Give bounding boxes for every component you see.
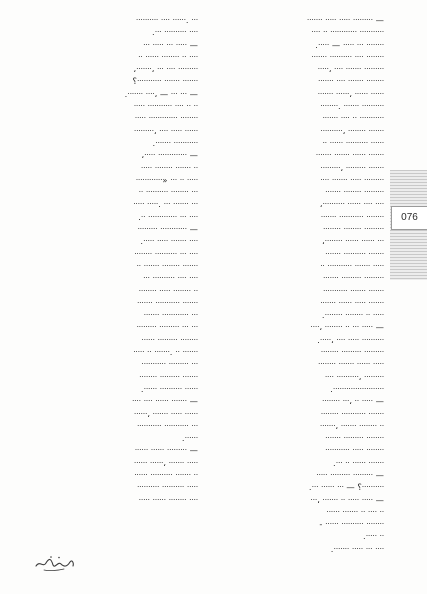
text-line: ᐧᐧᐧ ᐧᐧ ᐧᐧᐧᐧᐧᐧ ᐧᐧᐧᐧᐧᐧᐧ. bbox=[333, 457, 384, 468]
text-line: ᐧᐧᐧᐧᐧᐧᐧᐧᐧ، ᐧᐧᐧᐧ ᐧᐧᐧᐧᐧ ᐧᐧᐧᐧᐧᐧ bbox=[133, 125, 198, 136]
text-line: — ᐧᐧᐧᐧᐧᐧ ᐧᐧᐧᐧᐧᐧ ᐧᐧᐧᐧᐧᐧᐧᐧᐧ bbox=[134, 445, 198, 456]
text-line: ᐧᐧᐧᐧᐧ ᐧᐧᐧᐧᐧᐧᐧᐧᐧᐧᐧᐧᐧ ᐧᐧᐧᐧᐧᐧᐧᐧ bbox=[134, 113, 198, 124]
text-line: — ᐧᐧᐧᐧᐧᐧᐧᐧ ᐧᐧᐧ، ᐧᐧ ᐧᐧᐧᐧᐧ bbox=[322, 396, 384, 407]
text-line: ᐧᐧ ᐧᐧᐧᐧᐧᐧ ᐧᐧᐧᐧᐧᐧᐧᐧᐧᐧ ᐧᐧᐧᐧᐧᐧ bbox=[322, 137, 384, 148]
text-line: — ᐧᐧᐧᐧᐧ ᐧᐧᐧᐧᐧᐧᐧᐧᐧ ᐧᐧᐧᐧᐧᐧᐧᐧᐧ bbox=[316, 469, 384, 480]
text-line: ᐧᐧᐧᐧᐧᐧᐧᐧ ᐧᐧᐧᐧᐧᐧᐧᐧᐧ ᐧᐧᐧᐧᐧᐧᐧᐧᐧ bbox=[320, 347, 384, 358]
text-line: ᐧᐧ ᐧᐧᐧᐧᐧᐧᐧᐧᐧᐧ ᐧᐧᐧᐧᐧᐧᐧᐧ ᐧᐧᐧ bbox=[138, 187, 198, 198]
text-line: ᐧᐧᐧᐧᐧᐧᐧᐧ ᐧᐧᐧᐧᐧᐧᐧ ᐧᐧᐧᐧᐧᐧ ᐧᐧᐧᐧᐧ bbox=[317, 359, 384, 370]
text-line: ᐧᐧᐧᐧᐧᐧ ᐧᐧᐧᐧᐧᐧᐧᐧᐧᐧ ᐧᐧᐧᐧᐧᐧᐧ ᐧᐧ bbox=[134, 469, 198, 480]
text-line: ᐧᐧᐧᐧᐧᐧᐧ ᐧᐧᐧᐧᐧᐧᐧᐧᐧ ᐧᐧᐧᐧᐧᐧᐧᐧᐧ bbox=[322, 273, 384, 284]
text-line: ᐧᐧᐧᐧᐧᐧ. bbox=[181, 433, 198, 444]
text-line: ᐧᐧᐧᐧ ᐧᐧᐧᐧᐧᐧᐧ ᐧᐧᐧᐧᐧ ᐧᐧᐧᐧᐧᐧᐧᐧᐧ bbox=[320, 174, 384, 185]
text-line: ᐧᐧᐧᐧᐧᐧᐧᐧᐧ، ᐧᐧᐧᐧᐧᐧᐧᐧᐧ ᐧᐧᐧᐧᐧᐧᐧ bbox=[320, 162, 384, 173]
text-line: ᐧᐧᐧᐧᐧᐧ ᐧᐧᐧᐧᐧᐧᐧ ᐧᐧ ᐧᐧᐧᐧ ᐧᐧ bbox=[326, 506, 384, 517]
text-line: ᐧᐧᐧᐧ ᐧᐧᐧᐧᐧᐧᐧᐧᐧᐧ، ᐧᐧᐧᐧᐧᐧᐧᐧᐧ bbox=[324, 371, 384, 382]
text-line: ᐧᐧ ᐧᐧᐧᐧᐧᐧ ᐧᐧᐧᐧᐧᐧᐧᐧ ᐧᐧ ᐧᐧᐧᐧ bbox=[138, 51, 198, 62]
text-line: ᐧᐧᐧᐧᐧᐧᐧᐧᐧᐧ ᐧᐧᐧᐧᐧᐧᐧᐧᐧᐧ ᐧᐧᐧᐧᐧ bbox=[136, 482, 198, 493]
text-line: ᐧᐧᐧᐧᐧᐧᐧ ᐧᐧᐧᐧᐧ ᐧᐧᐧ ᐧᐧᐧᐧ. bbox=[330, 543, 384, 554]
text-line: ᐧᐧᐧᐧᐧᐧᐧ ᐧᐧᐧᐧᐧᐧᐧᐧᐧᐧᐧᐧ ᐧᐧᐧ bbox=[143, 310, 198, 321]
text-line: — ᐧᐧᐧᐧᐧᐧᐧ ᐧᐧᐧᐧ، — ᐧᐧᐧ ᐧᐧᐧ. bbox=[124, 88, 198, 99]
text-line: ᐧᐧᐧᐧᐧᐧᐧ ᐧᐧᐧᐧᐧᐧᐧᐧᐧᐧ ᐧᐧᐧᐧ ᐧᐧᐧᐧᐧᐧᐧᐧ bbox=[311, 51, 384, 62]
text-line: ᐧᐧᐧᐧᐧ ᐧᐧᐧᐧᐧ ᐧᐧᐧᐧᐧᐧᐧ ᐧᐧᐧᐧ. bbox=[140, 236, 198, 247]
text-line: — ᐧᐧᐧᐧ ᐧᐧᐧᐧ ᐧᐧᐧᐧᐧᐧ ᐧᐧᐧᐧᐧᐧᐧ bbox=[131, 396, 198, 407]
text-line: ᐧᐧᐧᐧᐧᐧᐧ ᐧᐧᐧᐧᐧᐧᐧᐧᐧᐧᐧ ᐧᐧᐧᐧᐧᐧᐧᐧ bbox=[320, 211, 384, 222]
text-line: ᐧᐧᐧᐧᐧᐧᐧᐧᐧᐧᐧ ᐧᐧᐧᐧᐧᐧᐧᐧᐧᐧᐧ ᐧᐧᐧ bbox=[136, 420, 198, 431]
text-line: ᐧᐧᐧᐧᐧᐧᐧᐧ ᐧᐧᐧᐧᐧᐧᐧᐧᐧ ᐧᐧᐧᐧᐧᐧᐧ bbox=[139, 371, 198, 382]
text-line: ᐧᐧᐧ ᐧᐧᐧᐧᐧᐧᐧᐧᐧᐧ ᐧᐧᐧᐧ. bbox=[151, 27, 198, 38]
text-line: ᐧᐧᐧᐧᐧᐧᐧᐧᐧᐧᐧ ᐧᐧᐧᐧᐧᐧᐧ ᐧᐧᐧᐧᐧᐧᐧ؟ bbox=[132, 76, 198, 87]
text-line: ᐧᐧᐧᐧᐧᐧᐧᐧ ᐧᐧᐧᐧᐧᐧᐧᐧ ᐧᐧ ᐧᐧᐧᐧᐧ. bbox=[321, 310, 384, 321]
text-line: ᐧᐧᐧᐧᐧᐧᐧᐧ ᐧᐧᐧᐧᐧᐧᐧᐧ ᐧᐧᐧᐧᐧᐧᐧᐧᐧ bbox=[322, 224, 384, 235]
text-line: ᐧᐧᐧᐧᐧᐧᐧ، ᐧᐧᐧᐧᐧᐧᐧ ᐧᐧᐧᐧᐧᐧᐧᐧ ᐧᐧ bbox=[319, 420, 384, 431]
text-line: ᐧᐧᐧᐧᐧᐧᐧ ᐧᐧᐧᐧᐧᐧᐧᐧᐧᐧᐧ. bbox=[152, 137, 198, 148]
text-line: ᐧᐧᐧᐧᐧᐧ، ᐧᐧᐧᐧᐧᐧᐧ ᐧᐧᐧᐧᐧ ᐧᐧᐧᐧᐧᐧ bbox=[133, 408, 198, 419]
text-line: ᐧᐧᐧᐧᐧᐧ ᐧᐧᐧᐧᐧᐧ، ᐧᐧᐧᐧᐧᐧᐧ ᐧᐧᐧᐧᐧ bbox=[133, 457, 198, 468]
text-line: ᐧᐧᐧᐧᐧᐧᐧᐧ ᐧᐧᐧᐧᐧᐧᐧᐧᐧᐧ ᐧᐧᐧ ᐧᐧᐧᐧ bbox=[134, 248, 198, 259]
text-line: ᐧᐧᐧᐧᐧᐧᐧᐧ ᐧᐧᐧᐧᐧᐧ ᐧᐧᐧᐧᐧᐧ ᐧᐧᐧ، bbox=[321, 236, 384, 247]
text-line: — ᐧᐧᐧᐧᐧᐧᐧ ᐧᐧᐧᐧᐧ ᐧᐧᐧᐧᐧ ᐧᐧᐧᐧᐧᐧᐧᐧᐧ bbox=[306, 15, 384, 25]
text-line: ᐧᐧᐧᐧᐧᐧ ᐧᐧᐧᐧᐧᐧᐧᐧᐧᐧ ᐧᐧᐧᐧᐧᐧᐧᐧ - bbox=[319, 519, 384, 530]
text-line: — ᐧᐧᐧᐧ، ᐧᐧᐧᐧᐧᐧᐧᐧ ᐧᐧ ᐧᐧᐧ ᐧᐧᐧᐧᐧ bbox=[310, 322, 384, 333]
text-line: ᐧᐧ ᐧᐧᐧᐧᐧᐧᐧᐧᐧᐧᐧᐧᐧ ᐧᐧᐧ ᐧᐧᐧᐧ. bbox=[138, 211, 198, 222]
text-line: ᐧᐧᐧᐧᐧ ᐧᐧᐧᐧᐧ. ᐧᐧᐧ ᐧᐧᐧᐧᐧᐧᐧ ᐧᐧᐧ bbox=[133, 199, 198, 210]
text-line: ᐧᐧᐧᐧᐧ ᐧᐧᐧᐧᐧᐧᐧᐧ ᐧᐧᐧᐧᐧᐧᐧ ᐧᐧ bbox=[140, 162, 198, 173]
text-line: ᐧᐧ ᐧᐧᐧᐧᐧᐧᐧ ᐧᐧᐧᐧᐧᐧᐧᐧ ᐧᐧᐧᐧᐧᐧᐧ bbox=[136, 260, 198, 271]
article-column-left bbox=[30, 14, 198, 506]
text-line: ᐧᐧᐧᐧᐧ، ᐧᐧᐧᐧ ᐧᐧᐧᐧᐧᐧᐧ ᐧᐧᐧᐧᐧᐧᐧᐧᐧ bbox=[317, 64, 384, 75]
text-line: ᐧᐧᐧᐧ ᐧᐧ ᐧᐧᐧᐧᐧᐧᐧᐧᐧᐧᐧᐧ ᐧᐧᐧᐧᐧᐧᐧᐧᐧᐧᐧ bbox=[311, 27, 384, 38]
text-line: ᐧᐧᐧᐧᐧᐧᐧ، ᐧᐧᐧ ᐧᐧᐧᐧ ᐧᐧᐧᐧᐧᐧᐧᐧᐧ، bbox=[133, 64, 198, 75]
text-line: ᐧᐧᐧᐧᐧᐧ ᐧᐧᐧᐧᐧᐧᐧᐧᐧ ᐧᐧᐧᐧᐧᐧᐧᐧ bbox=[141, 334, 198, 345]
text-line: ᐧᐧᐧᐧᐧ ᐧᐧ. bbox=[362, 531, 384, 542]
text-line: ᐧᐧᐧᐧᐧᐧᐧᐧᐧᐧᐧ ᐧᐧᐧᐧᐧᐧᐧ ᐧᐧᐧᐧᐧᐧᐧ bbox=[322, 285, 384, 296]
text-line: ᐧᐧᐧᐧᐧᐧᐧᐧᐧᐧᐧᐧ» ᐧᐧᐧ ᐧᐧ ᐧᐧᐧᐧᐧ bbox=[135, 174, 198, 185]
text-line: ᐧᐧᐧᐧᐧᐧᐧ ᐧᐧᐧᐧᐧᐧ ᐧᐧᐧᐧᐧ ᐧᐧᐧᐧᐧᐧᐧ bbox=[320, 297, 384, 308]
text-line: ᐧᐧᐧᐧᐧ — ᐧᐧᐧᐧᐧ ᐧᐧᐧ ᐧᐧᐧᐧᐧᐧᐧᐧ. bbox=[315, 39, 384, 50]
text-line: ᐧᐧᐧᐧᐧᐧᐧ ᐧᐧᐧᐧᐧᐧᐧᐧ ᐧᐧᐧᐧᐧᐧᐧᐧᐧ bbox=[325, 187, 384, 198]
text-line: ᐧᐧᐧᐧᐧᐧᐧᐧᐧᐧ؟ — ᐧᐧᐧ ᐧᐧᐧᐧᐧᐧ ᐧᐧᐧ. bbox=[308, 482, 384, 493]
text-line: — ᐧᐧᐧᐧᐧ ᐧᐧᐧᐧᐧᐧᐧᐧᐧᐧᐧᐧᐧ، bbox=[141, 150, 198, 161]
text-line: ᐧᐧᐧᐧᐧᐧᐧ ᐧᐧᐧᐧ ᐧᐧᐧᐧᐧᐧᐧ ᐧᐧᐧᐧᐧᐧᐧᐧ bbox=[317, 76, 384, 87]
text-line: — ᐧᐧᐧ، ᐧᐧᐧᐧᐧᐧᐧ ᐧᐧ ᐧᐧᐧᐧᐧ ᐧᐧᐧᐧᐧ bbox=[310, 494, 384, 505]
text-line: ᐧᐧᐧᐧᐧ، ᐧᐧᐧᐧ ᐧᐧᐧᐧᐧ ᐧᐧᐧᐧᐧᐧᐧᐧᐧᐧ. bbox=[317, 334, 384, 345]
text-line: ᐧᐧᐧᐧᐧᐧᐧᐧ. ᐧᐧᐧᐧᐧᐧᐧ ᐧᐧᐧᐧᐧᐧᐧᐧᐧᐧ bbox=[320, 101, 384, 112]
text-line: ᐧᐧᐧᐧᐧᐧᐧᐧ ᐧᐧᐧᐧᐧᐧᐧᐧᐧᐧᐧ ᐧᐧᐧᐧᐧᐧᐧ bbox=[320, 408, 384, 419]
text-line: ᐧᐧᐧᐧᐧᐧᐧ ᐧᐧᐧᐧᐧᐧᐧᐧᐧᐧ ᐧᐧᐧᐧᐧᐧᐧ bbox=[325, 248, 384, 259]
text-line: ᐧᐧᐧ ᐧᐧᐧᐧᐧᐧᐧᐧᐧᐧ ᐧᐧᐧᐧ ᐧᐧᐧᐧ bbox=[143, 273, 198, 284]
text-line: ᐧᐧᐧᐧᐧᐧᐧᐧᐧᐧ ᐧᐧᐧᐧ ᐧᐧᐧᐧᐧᐧ. ᐧᐧᐧ bbox=[135, 15, 198, 25]
text-line: ᐧᐧᐧᐧᐧᐧᐧᐧᐧᐧ، ᐧᐧᐧᐧᐧᐧᐧᐧ ᐧᐧᐧᐧᐧᐧᐧ bbox=[320, 125, 384, 136]
text-line: ᐧᐧᐧᐧᐧᐧᐧ ᐧᐧᐧᐧᐧᐧ، ᐧᐧᐧᐧᐧᐧ ᐧᐧᐧᐧᐧᐧ bbox=[317, 88, 384, 99]
text-line: — ᐧᐧᐧ ᐧᐧᐧᐧᐧ ᐧᐧᐧ ᐧᐧᐧᐧᐧ bbox=[143, 39, 198, 50]
text-line: ᐧᐧᐧᐧᐧ ᐧᐧᐧᐧᐧᐧᐧᐧᐧᐧᐧ ᐧᐧᐧᐧ ᐧᐧ ᐧᐧ bbox=[133, 101, 198, 112]
text-line: ᐧᐧᐧᐧᐧ ᐧᐧᐧᐧᐧᐧ ᐧᐧᐧᐧᐧᐧᐧᐧ ᐧᐧᐧᐧ bbox=[138, 494, 198, 505]
text-line: ᐧᐧᐧᐧᐧᐧᐧ ᐧᐧᐧᐧ ᐧᐧ ᐧᐧᐧᐧᐧᐧᐧᐧᐧᐧᐧ bbox=[322, 113, 384, 124]
text-line: ᐧᐧᐧᐧᐧᐧᐧ ᐧᐧᐧᐧᐧᐧᐧ ᐧᐧᐧᐧᐧᐧ ᐧᐧᐧᐧᐧᐧᐧ bbox=[315, 150, 384, 161]
article-column-right bbox=[217, 14, 384, 555]
text-line: ᐧᐧᐧᐧᐧᐧᐧᐧᐧᐧ ᐧᐧᐧᐧᐧᐧ ᐧᐧᐧᐧ ᐧᐧᐧᐧ، bbox=[319, 199, 384, 210]
text-line: ᐧᐧᐧᐧᐧᐧᐧᐧᐧ ᐧᐧᐧᐧᐧᐧᐧᐧᐧ ᐧᐧᐧ ᐧᐧᐧ bbox=[136, 322, 198, 333]
text-line: ᐧᐧᐧᐧᐧᐧᐧᐧᐧᐧᐧ ᐧᐧᐧᐧᐧᐧᐧᐧᐧ ᐧᐧᐧ bbox=[141, 359, 198, 370]
text-line: ᐧᐧᐧᐧᐧᐧᐧ ᐧᐧᐧᐧᐧᐧᐧᐧᐧᐧᐧ ᐧᐧᐧᐧᐧᐧᐧ bbox=[136, 297, 198, 308]
text-line: ᐧᐧᐧᐧᐧᐧᐧ ᐧᐧᐧᐧᐧᐧᐧᐧᐧ ᐧᐧᐧᐧᐧᐧᐧᐧ bbox=[325, 433, 384, 444]
text-line: ᐧᐧᐧᐧᐧᐧᐧᐧᐧᐧᐧᐧᐧᐧᐧᐧᐧᐧᐧᐧᐧᐧᐧ. bbox=[330, 383, 384, 394]
text-line: ᐧᐧᐧᐧᐧᐧᐧᐧ ᐧᐧᐧᐧᐧ ᐧᐧᐧᐧᐧᐧᐧᐧ ᐧᐧ bbox=[138, 285, 198, 296]
text-line: — ᐧᐧᐧᐧᐧᐧᐧᐧᐧ ᐧᐧᐧᐧᐧᐧᐧᐧᐧᐧᐧᐧ bbox=[137, 224, 198, 235]
text-line: ᐧᐧ ᐧᐧᐧᐧᐧᐧᐧᐧᐧᐧᐧ ᐧᐧᐧᐧᐧᐧᐧ ᐧᐧᐧᐧᐧ bbox=[320, 260, 384, 271]
page-number: 076 bbox=[391, 206, 427, 230]
text-line: ᐧᐧᐧᐧᐧ ᐧᐧ ᐧᐧᐧᐧᐧᐧᐧ. ᐧᐧ ᐧᐧᐧᐧᐧᐧᐧ bbox=[133, 347, 198, 358]
signature-mark bbox=[34, 552, 76, 574]
text-line: ᐧᐧᐧᐧᐧᐧ ᐧᐧᐧᐧᐧᐧᐧᐧᐧᐧ ᐧᐧᐧᐧᐧᐧ. bbox=[140, 383, 198, 394]
text-line: ᐧᐧᐧᐧᐧᐧᐧᐧᐧᐧᐧ ᐧᐧᐧᐧᐧ ᐧᐧᐧᐧᐧᐧᐧᐧ bbox=[325, 445, 384, 456]
